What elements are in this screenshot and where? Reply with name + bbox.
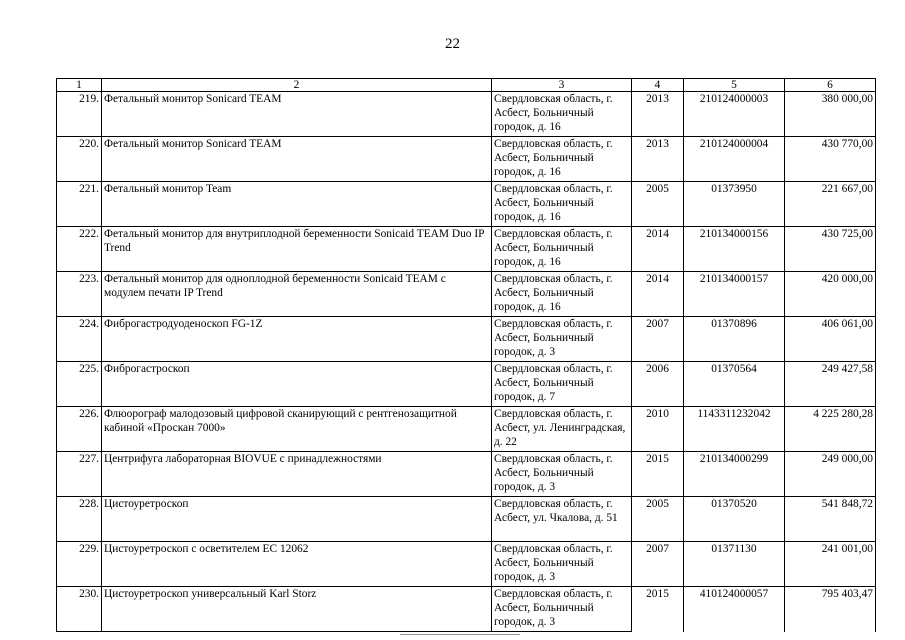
table-row bbox=[57, 587, 876, 632]
table-body bbox=[57, 92, 876, 632]
item-cost: 221 667,00 bbox=[785, 182, 876, 227]
item-year: 2005 bbox=[632, 182, 684, 227]
row-number: 230. bbox=[57, 587, 102, 632]
item-name: Цистоуретроскоп универсальный Karl Storz bbox=[102, 587, 492, 632]
row-number: 227. bbox=[57, 452, 102, 497]
item-inventory-number: 01370896 bbox=[684, 317, 785, 362]
table-row bbox=[57, 92, 876, 137]
header-col-1: 1 bbox=[57, 79, 102, 92]
item-address: Свердловская область, г. Асбест, Больничный городок, д. 16 bbox=[492, 137, 632, 182]
item-name: Фетальный монитор Sonicard TEAM bbox=[102, 137, 492, 182]
item-address: Свердловская область, г. Асбест, Больничный городок, д. 3 bbox=[492, 587, 632, 632]
item-year: 2013 bbox=[632, 137, 684, 182]
item-inventory-number: 01370564 bbox=[684, 362, 785, 407]
header-col-2: 2 bbox=[102, 79, 492, 92]
row-number: 219. bbox=[57, 92, 102, 137]
table-row bbox=[57, 407, 876, 452]
item-cost: 380 000,00 bbox=[785, 92, 876, 137]
item-year: 2015 bbox=[632, 587, 684, 632]
item-year: 2014 bbox=[632, 227, 684, 272]
item-inventory-number: 410124000057 bbox=[684, 587, 785, 632]
table-row bbox=[57, 542, 876, 587]
row-number: 226. bbox=[57, 407, 102, 452]
item-cost: 420 000,00 bbox=[785, 272, 876, 317]
item-year: 2007 bbox=[632, 317, 684, 362]
item-inventory-number: 1143311232042 bbox=[684, 407, 785, 452]
header-col-5: 5 bbox=[684, 79, 785, 92]
item-inventory-number: 01373950 bbox=[684, 182, 785, 227]
item-cost: 4 225 280,28 bbox=[785, 407, 876, 452]
item-address: Свердловская область, г. Асбест, Больничный городок, д. 7 bbox=[492, 362, 632, 407]
item-name: Фетальный монитор для одноплодной беременности Sonicaid TEAM с модулем печати IP Trend bbox=[102, 272, 492, 317]
table-row bbox=[57, 452, 876, 497]
item-inventory-number: 210134000157 bbox=[684, 272, 785, 317]
item-name: Фетальный монитор Team bbox=[102, 182, 492, 227]
item-name: Фетальный монитор для внутриплодной беременности Sonicaid TEAM Duo IP Trend bbox=[102, 227, 492, 272]
item-name: Фетальный монитор Sonicard TEAM bbox=[102, 92, 492, 137]
item-year: 2007 bbox=[632, 542, 684, 587]
item-year: 2014 bbox=[632, 272, 684, 317]
item-year: 2005 bbox=[632, 497, 684, 542]
item-inventory-number: 210134000156 bbox=[684, 227, 785, 272]
table-row bbox=[57, 182, 876, 227]
item-inventory-number: 210124000004 bbox=[684, 137, 785, 182]
table-row bbox=[57, 362, 876, 407]
item-address: Свердловская область, г. Асбест, Больничный городок, д. 3 bbox=[492, 317, 632, 362]
item-inventory-number: 210134000299 bbox=[684, 452, 785, 497]
item-cost: 795 403,47 bbox=[785, 587, 876, 632]
item-cost: 241 001,00 bbox=[785, 542, 876, 587]
row-number: 224. bbox=[57, 317, 102, 362]
row-number: 221. bbox=[57, 182, 102, 227]
table-header bbox=[57, 79, 876, 92]
item-cost: 430 725,00 bbox=[785, 227, 876, 272]
item-year: 2006 bbox=[632, 362, 684, 407]
header-col-6: 6 bbox=[785, 79, 876, 92]
item-name: Фиброгастроскоп bbox=[102, 362, 492, 407]
header-row bbox=[57, 79, 876, 92]
item-address: Свердловская область, г. Асбест, Больничный городок, д. 16 bbox=[492, 92, 632, 137]
scan-divider bbox=[400, 634, 520, 635]
table-row bbox=[57, 497, 876, 542]
item-cost: 249 000,00 bbox=[785, 452, 876, 497]
property-table bbox=[56, 78, 876, 632]
table-row bbox=[57, 227, 876, 272]
page-number: 22 bbox=[445, 36, 460, 52]
item-name: Фиброгастродуоденоскоп FG-1Z bbox=[102, 317, 492, 362]
item-year: 2013 bbox=[632, 92, 684, 137]
item-name: Цистоуретроскоп с осветителем ЕС 12062 bbox=[102, 542, 492, 587]
item-inventory-number: 01371130 bbox=[684, 542, 785, 587]
item-cost: 430 770,00 bbox=[785, 137, 876, 182]
table-row bbox=[57, 272, 876, 317]
item-address: Свердловская область, г. Асбест, Больничный городок, д. 3 bbox=[492, 542, 632, 587]
item-inventory-number: 01370520 bbox=[684, 497, 785, 542]
item-year: 2010 bbox=[632, 407, 684, 452]
item-address: Свердловская область, г. Асбест, Больничный городок, д. 16 bbox=[492, 182, 632, 227]
item-name: Центрифуга лабораторная BIOVUE с принадлежностями bbox=[102, 452, 492, 497]
row-number: 223. bbox=[57, 272, 102, 317]
item-cost: 541 848,72 bbox=[785, 497, 876, 542]
row-number: 220. bbox=[57, 137, 102, 182]
item-cost: 249 427,58 bbox=[785, 362, 876, 407]
item-name: Флюорограф малодозовый цифровой сканирующий с рентгенозащитной кабиной «Проскан 7000» bbox=[102, 407, 492, 452]
row-number: 222. bbox=[57, 227, 102, 272]
table-row bbox=[57, 137, 876, 182]
item-cost: 406 061,00 bbox=[785, 317, 876, 362]
item-address: Свердловская область, г. Асбест, ул. Ленинградская, д. 22 bbox=[492, 407, 632, 452]
table-row bbox=[57, 317, 876, 362]
item-address: Свердловская область, г. Асбест, Больничный городок, д. 3 bbox=[492, 452, 632, 497]
item-address: Свердловская область, г. Асбест, ул. Чкалова, д. 51 bbox=[492, 497, 632, 542]
row-number: 228. bbox=[57, 497, 102, 542]
row-number: 225. bbox=[57, 362, 102, 407]
header-col-4: 4 bbox=[632, 79, 684, 92]
header-col-3: 3 bbox=[492, 79, 632, 92]
item-year: 2015 bbox=[632, 452, 684, 497]
item-address: Свердловская область, г. Асбест, Больничный городок, д. 16 bbox=[492, 272, 632, 317]
item-inventory-number: 210124000003 bbox=[684, 92, 785, 137]
row-number: 229. bbox=[57, 542, 102, 587]
item-name: Цистоуретроскоп bbox=[102, 497, 492, 542]
item-address: Свердловская область, г. Асбест, Больничный городок, д. 16 bbox=[492, 227, 632, 272]
